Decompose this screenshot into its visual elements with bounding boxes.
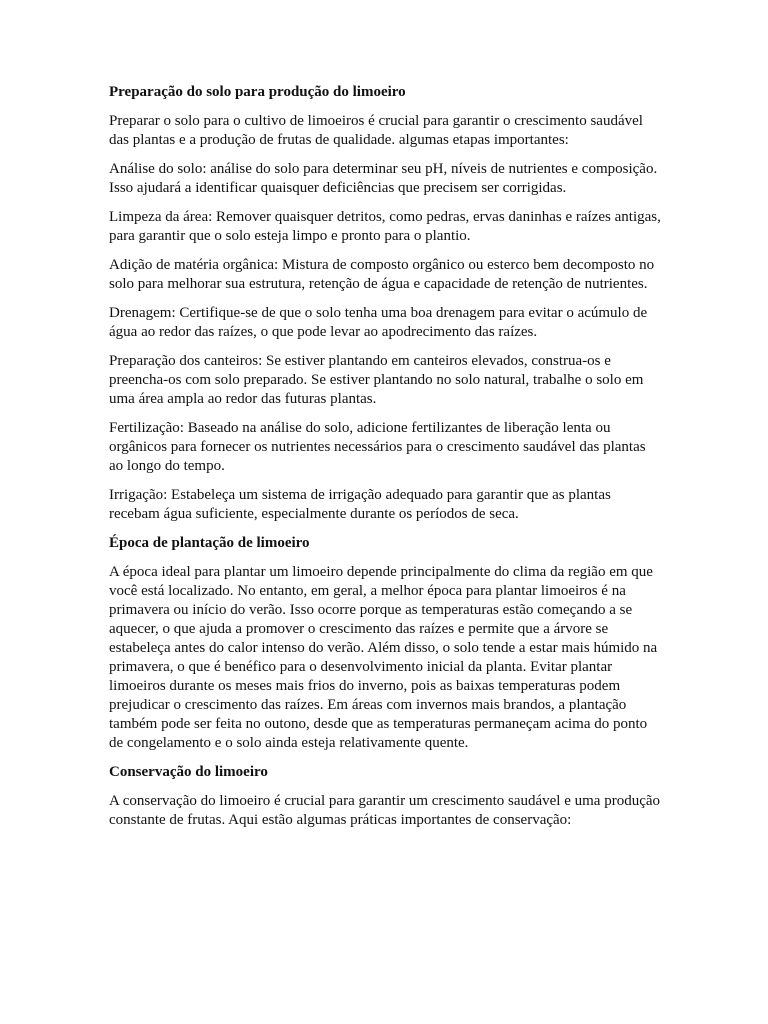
paragraph-fertilization: Fertilização: Baseado na análise do solo, adicione fertilizantes de liberação lenta ou orgânicos para fornecer os nutrientes necessários para o crescimento saudável das plantas ao longo do tempo. (109, 420, 646, 474)
section-heading: Preparação do solo para produção do limoeiro (109, 84, 406, 100)
section-conservation (109, 763, 661, 830)
paragraph-irrigation: Irrigação: Estabeleça um sistema de irrigação adequado para garantir que as plantas recebam água suficiente, especialmente durante os períodos de seca. (109, 487, 611, 522)
section-heading: Conservação do limoeiro (109, 764, 268, 780)
paragraph-area-cleaning: Limpeza da área: Remover quaisquer detritos, como pedras, ervas daninhas e raízes antigas, para garantir que o solo esteja limpo e pronto para o plantio. (109, 209, 661, 244)
paragraph-drainage: Drenagem: Certifique-se de que o solo tenha uma boa drenagem para evitar o acúmulo de água ao redor das raízes, o que pode levar ao apodrecimento das raízes. (109, 305, 648, 340)
paragraph-soil-analysis: Análise do solo: análise do solo para determinar seu pH, níveis de nutrientes e composição. Isso ajudará a identificar quaisquer deficiências que precisem ser corrigidas. (109, 161, 658, 196)
paragraph-organic-matter: Adição de matéria orgânica: Mistura de composto orgânico ou esterco bem decomposto no solo para melhorar sua estrutura, retenção de água e capacidade de retenção de nutrientes. (109, 257, 655, 292)
paragraph-beds: Preparação dos canteiros: Se estiver plantando em canteiros elevados, construa-os e preencha-os com solo preparado. Se estiver plantando no solo natural, trabalhe o solo em uma área ampla ao redor das futuras plantas. (109, 353, 644, 407)
paragraph-conservation-intro: A conservação do limoeiro é crucial para garantir um crescimento saudável e uma produção constante de frutas. Aqui estão algumas práticas importantes de conservação: (109, 793, 661, 828)
document-page (109, 83, 661, 840)
section-heading: Época de plantação de limoeiro (109, 535, 310, 551)
section-planting-season (109, 534, 661, 753)
paragraph-planting-season: A época ideal para plantar um limoeiro depende principalmente do clima da região em que você está localizado. No entanto, em geral, a melhor época para plantar limoeiros é na primavera ou início do verão. Isso ocorre porque as temperaturas estão começando a se aquecer, o que ajuda a promover o crescimento das raízes e permite que a árvore se estabeleça antes do calor intenso do verão. Além disso, o solo tende a estar mais húmido na primavera, o que é benéfico para o desenvolvimento inicial da planta. Evitar plantar limoeiros durante os meses mais frios do inverno, pois as baixas temperaturas podem prejudicar o crescimento das raízes. Em áreas com invernos mais brandos, a plantação também pode ser feita no outono, desde que as temperaturas permaneçam acima do ponto de congelamento e o solo ainda esteja relativamente quente. (109, 564, 658, 751)
section-soil-preparation (109, 83, 661, 524)
paragraph-intro: Preparar o solo para o cultivo de limoeiros é crucial para garantir o crescimento saudável das plantas e a produção de frutas de qualidade. algumas etapas importantes: (109, 113, 643, 148)
